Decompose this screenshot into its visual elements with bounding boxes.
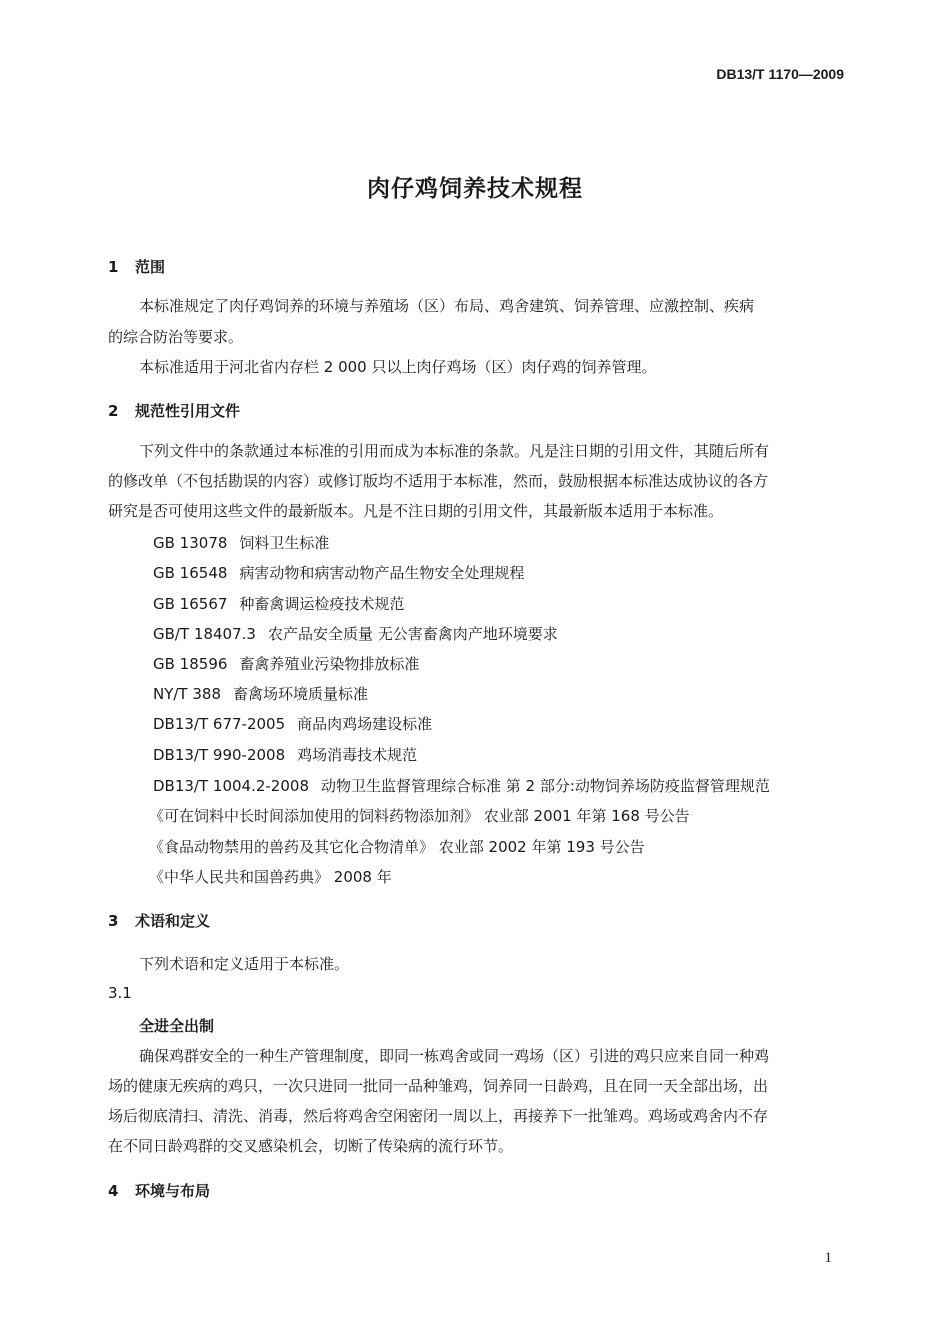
- paragraph-line: 在不同日龄鸡群的交叉感染机会，切断了传染病的流行环节。: [108, 1137, 514, 1155]
- section-title: 规范性引用文件: [135, 402, 241, 420]
- section-4-heading: [108, 1180, 210, 1201]
- section-1-heading: [108, 256, 165, 277]
- section-number: 3: [108, 912, 119, 930]
- section-2-heading: [108, 400, 240, 421]
- clause-number: 3.1: [108, 984, 132, 1002]
- reference-code: NY/T 388: [153, 685, 221, 703]
- paragraph-line: 下列文件中的条款通过本标准的引用而成为本标准的条款。凡是注日期的引用文件，其随后所有: [139, 442, 770, 460]
- reference-name: 饲料卫生标准: [239, 534, 330, 552]
- reference-code: DB13/T 1004.2-2008: [153, 777, 309, 795]
- reference-code: DB13/T 677-2005: [153, 715, 286, 733]
- standard-code: DB13/T 1170—2009: [716, 66, 844, 82]
- section-number: 1: [108, 258, 119, 276]
- reference-item: [153, 775, 770, 796]
- page-number: 1: [824, 1250, 832, 1266]
- term-name: 全进全出制: [139, 1017, 215, 1035]
- regulation-item: 《可在饲料中长时间添加使用的饲料药物添加剂》 农业部 2001 年第 168 号公告: [149, 807, 690, 825]
- reference-code: GB 16548: [153, 564, 228, 582]
- paragraph-line: 下列术语和定义适用于本标准。: [139, 955, 350, 973]
- reference-code: GB/T 18407.3: [153, 625, 256, 643]
- paragraph-line: 的综合防治等要求。: [108, 328, 244, 346]
- section-title: 术语和定义: [135, 912, 211, 930]
- paragraph-line: 本标准适用于河北省内存栏 2 000 只以上肉仔鸡场（区）肉仔鸡的饲养管理。: [139, 358, 657, 376]
- reference-item: [153, 562, 524, 583]
- document-title: 肉仔鸡饲养技术规程: [367, 176, 583, 202]
- reference-item: [153, 532, 329, 553]
- section-number: 2: [108, 402, 119, 420]
- reference-name: 病害动物和病害动物产品生物安全处理规程: [239, 564, 525, 582]
- reference-name: 商品肉鸡场建设标准: [297, 715, 433, 733]
- section-3-heading: [108, 910, 210, 931]
- reference-item: [153, 653, 419, 674]
- reference-name: 种畜禽调运检疫技术规范: [239, 595, 405, 613]
- reference-item: [153, 683, 368, 704]
- reference-name: 鸡场消毒技术规范: [297, 746, 418, 764]
- reference-code: GB 18596: [153, 655, 228, 673]
- reference-name: 畜禽场环境质量标准: [233, 685, 369, 703]
- paragraph-line: 的修改单（不包括勘误的内容）或修订版均不适用于本标准，然而，鼓励根据本标准达成协议的各方: [108, 472, 769, 490]
- section-title: 范围: [135, 258, 166, 276]
- paragraph-line: 研究是否可使用这些文件的最新版本。凡是不注日期的引用文件，其最新版本适用于本标准。: [108, 502, 724, 520]
- section-number: 4: [108, 1182, 119, 1200]
- reference-item: [153, 593, 404, 614]
- reference-code: GB 16567: [153, 595, 228, 613]
- paragraph-line: 本标准规定了肉仔鸡饲养的环境与养殖场（区）布局、鸡舍建筑、饲养管理、应激控制、疾病: [139, 297, 755, 315]
- paragraph-line: 场后彻底清扫、清洗、消毒，然后将鸡舍空闲密闭一周以上，再接养下一批雏鸡。鸡场或鸡舍内不存: [108, 1107, 769, 1125]
- reference-name: 动物卫生监督管理综合标准 第 2 部分:动物饲养场防疫监督管理规范: [320, 777, 770, 795]
- reference-item: [153, 744, 417, 765]
- reference-name: 畜禽养殖业污染物排放标准: [239, 655, 420, 673]
- paragraph-line: 确保鸡群安全的一种生产管理制度，即同一栋鸡舍或同一鸡场（区）引进的鸡只应来自同一种鸡: [139, 1047, 770, 1065]
- regulation-item: 《中华人民共和国兽药典》 2008 年: [149, 868, 392, 886]
- paragraph-line: 场的健康无疾病的鸡只，一次只进同一批同一品种雏鸡，饲养同一日龄鸡，且在同一天全部出场，出: [108, 1077, 769, 1095]
- reference-code: DB13/T 990-2008: [153, 746, 286, 764]
- section-title: 环境与布局: [135, 1182, 211, 1200]
- regulation-item: 《食品动物禁用的兽药及其它化合物清单》 农业部 2002 年第 193 号公告: [149, 838, 645, 856]
- reference-item: [153, 713, 432, 734]
- reference-name: 农产品安全质量 无公害畜禽肉产地环境要求: [267, 625, 558, 643]
- reference-code: GB 13078: [153, 534, 228, 552]
- reference-item: [153, 623, 558, 644]
